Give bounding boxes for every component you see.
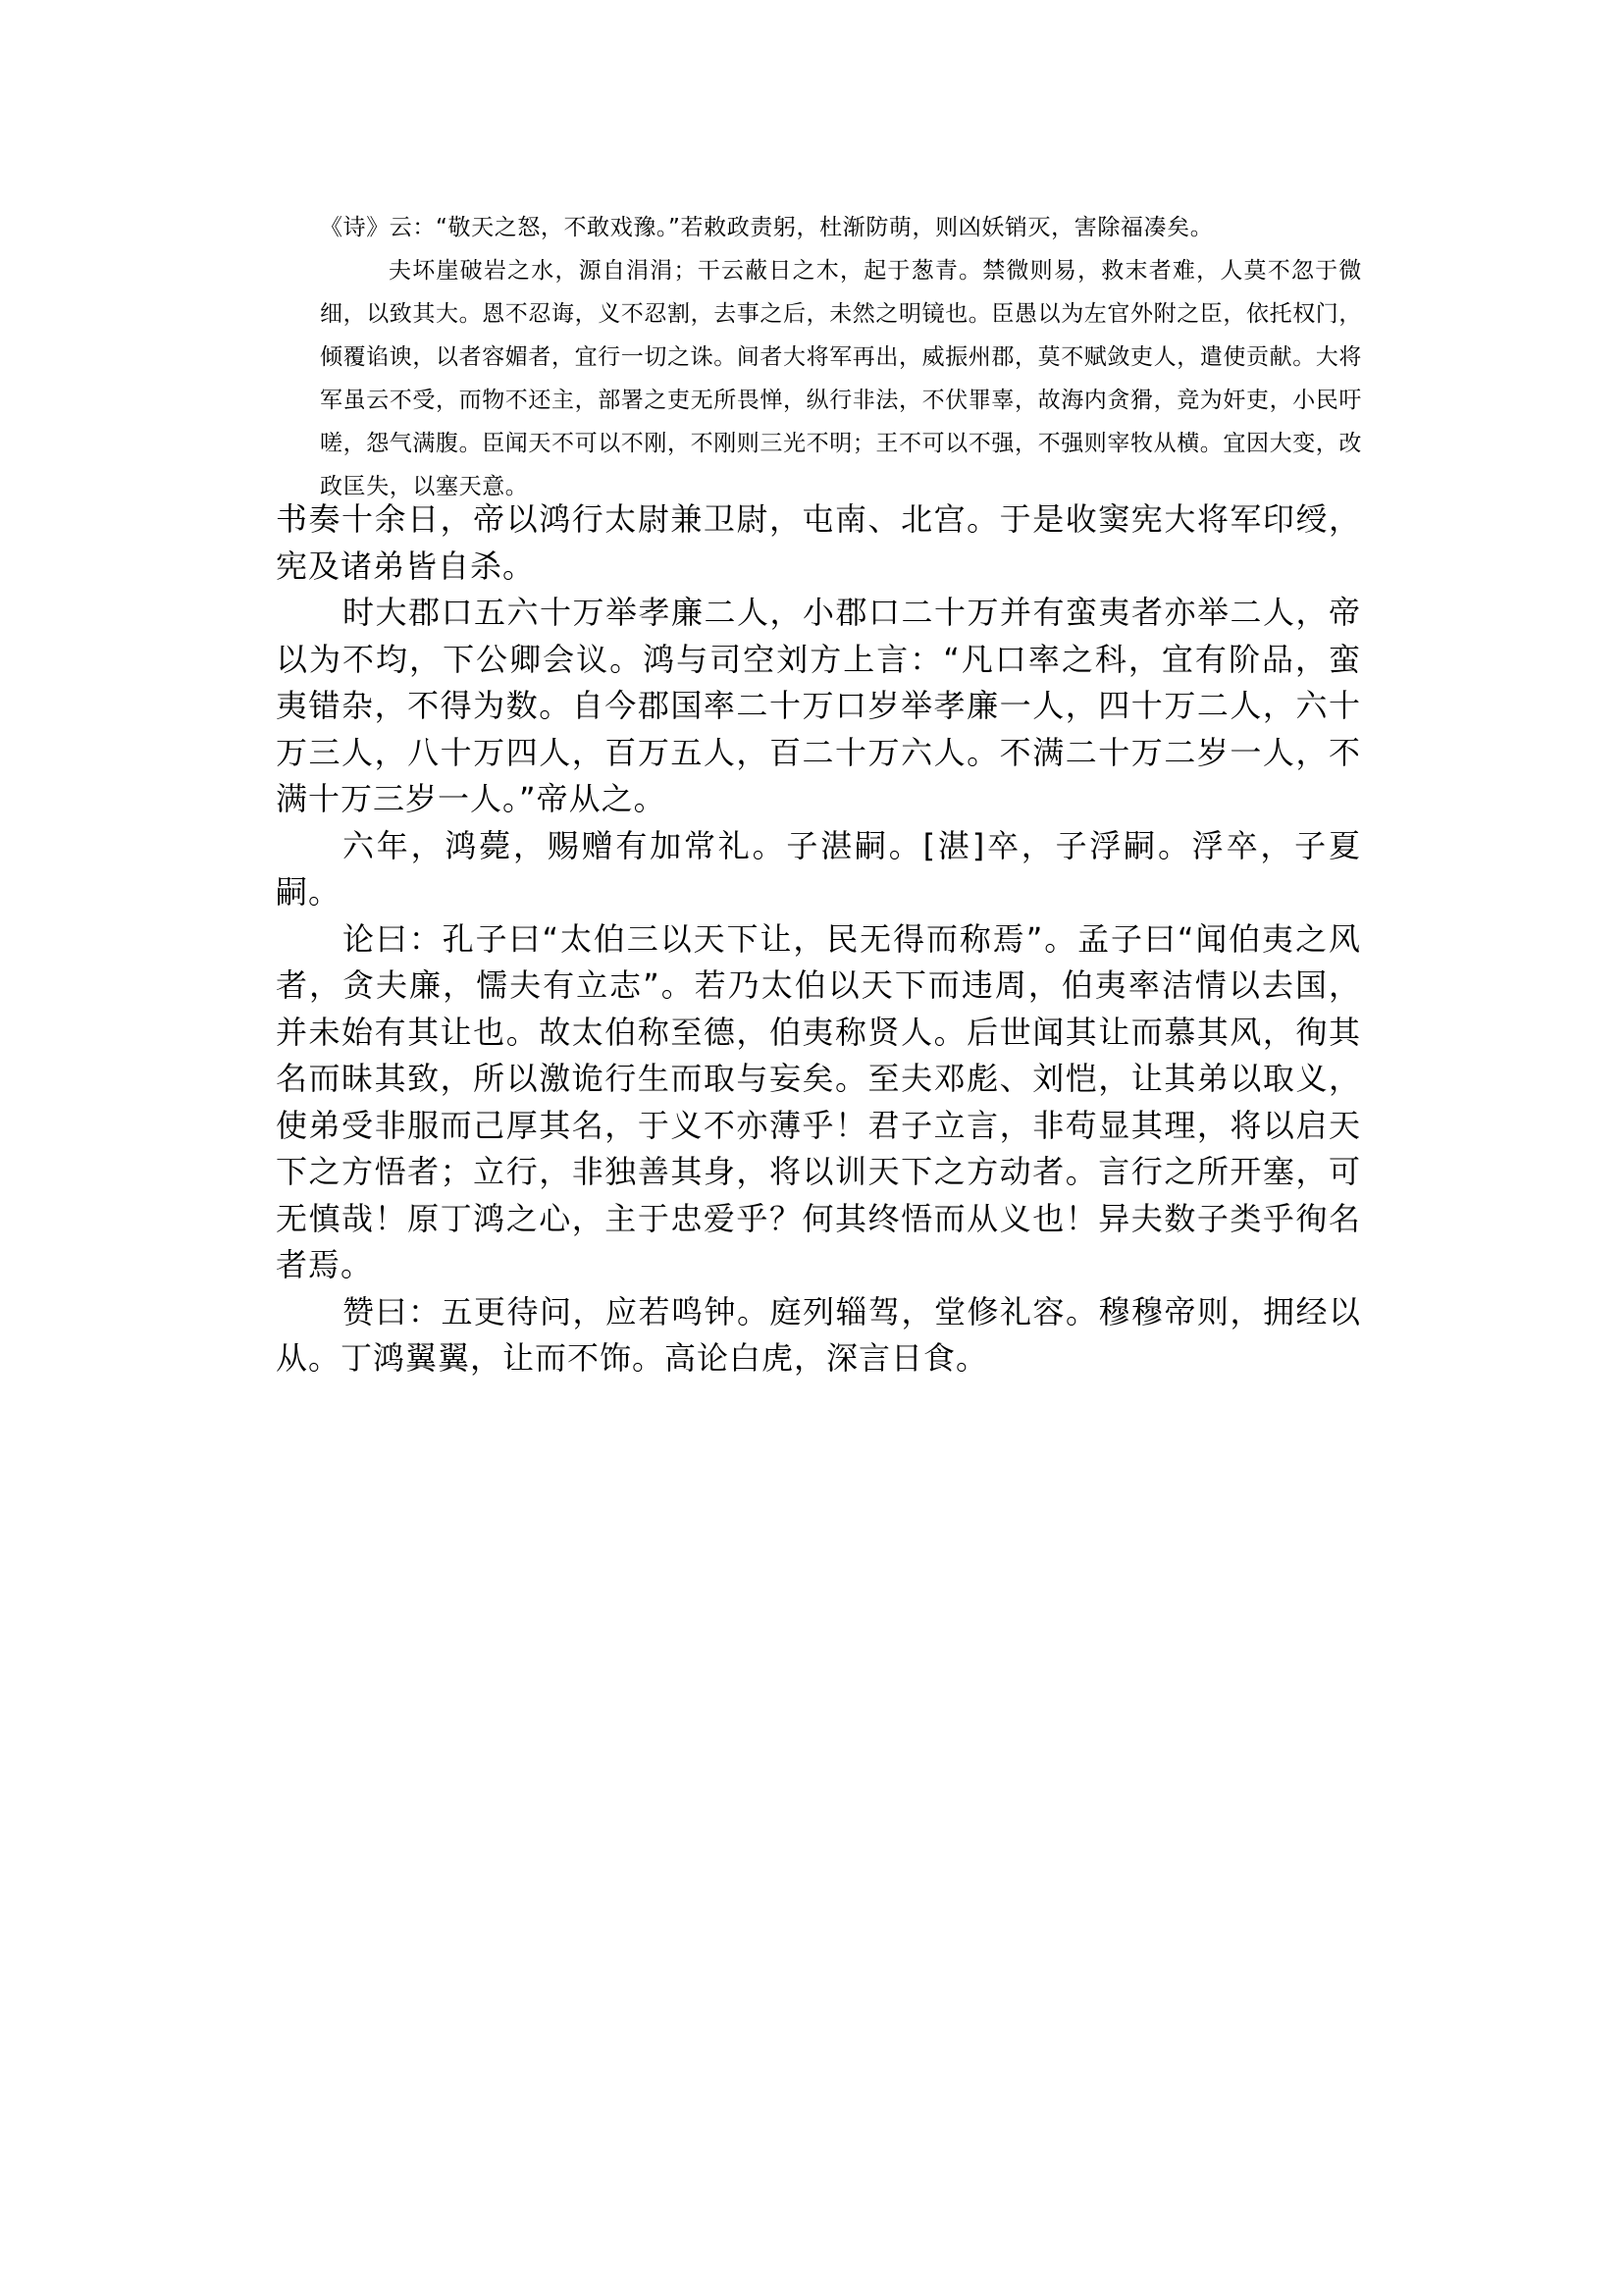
main-text-block <box>276 496 1361 1382</box>
paragraph-memorial-result: 书奏十余日，帝以鸿行太尉兼卫尉，屯南、北宫。于是收窦宪大将军印绶，宪及诸弟皆自杀。 <box>276 500 1361 585</box>
paragraph-xiaolian-quota: 时大郡口五六十万举孝廉二人，小郡口二十万并有蛮夷者亦举二人，帝以为不均，下公卿会议。鸿与司空刘方上言：“凡口率之科，宜有阶品，蛮夷错杂，不得为数。自今郡国率二十万口岁举孝廉一人，四十万二人，六十万三人，八十万四人，百万五人，百二十万六人。不满二十万二岁一人，不满十万三岁一人。”帝从之。 <box>276 594 1361 817</box>
paragraph-commentary: 论曰：孔子曰“太伯三以天下让，民无得而称焉”。孟子曰“闻伯夷之风者，贪夫廉，懦夫有立志”。若乃太伯以天下而违周，伯夷率洁情以去国，并未始有其让也。故太伯称至德，伯夷称贤人。后世闻其让而慕其风，徇其名而昧其致，所以激诡行生而取与妄矣。至夫邓彪、刘恺，让其弟以取义，使弟受非服而己厚其名，于义不亦薄乎！君子立言，非苟显其理，将以启天下之方悟者；立行，非独善其身，将以训天下之方动者。言行之所开塞，可无慎哉！原丁鸿之心，主于忠爱乎？何其终悟而从义也！异夫数子类乎徇名者焉。 <box>276 919 1361 1283</box>
paragraph-eulogy: 赞曰：五更待问，应若鸣钟。庭列辎驾，堂修礼容。穆穆帝则，拥经以从。丁鸿翼翼，让而不饰。高论白虎，深言日食。 <box>276 1292 1361 1377</box>
quote-paragraph-text: 夫坏崖破岩之水，源自涓涓；干云蔽日之木，起于葱青。禁微则易，救末者难，人莫不忽于微细，以致其大。恩不忍诲，义不忍割，去事之后，未然之明镜也。臣愚以为左官外附之臣，依托权门，倾覆谄谀，以者容媚者，宜行一切之诛。间者大将军再出，威振州郡，莫不赋敛吏人，遣使贡献。大将军虽云不受，而物不还主，部署之吏无所畏惮，纵行非法，不伏罪辜，故海内贪猾，竞为奸吏，小民吁嗟，怨气满腹。臣闻天不可以不刚，不刚则三光不明；王不可以不强，不强则宰牧从横。宜因大变，改政匡失，以塞天意。 <box>320 258 1362 499</box>
quote-first-line: 《诗》云：“敬天之怒，不敢戏豫。”若敕政责躬，杜渐防萌，则凶妖销灭，害除福凑矣。 <box>320 215 1214 240</box>
paragraph-death-succession: 六年，鸿薨，赐赠有加常礼。子湛嗣。[湛]卒，子浮嗣。浮卒，子夏嗣。 <box>276 826 1361 911</box>
quote-paragraph <box>320 249 1362 508</box>
